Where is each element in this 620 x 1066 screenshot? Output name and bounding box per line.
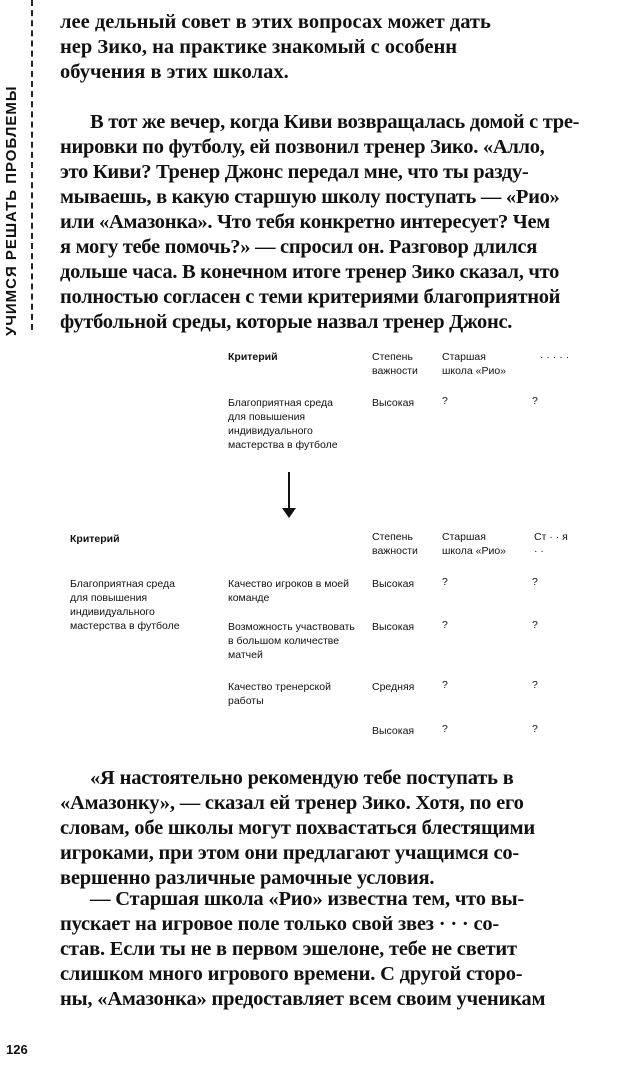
bottom-row-4-other: ?: [532, 723, 538, 735]
bottom-header-criterion: Критерий: [70, 533, 120, 545]
bottom-row-1-importance: Высокая: [372, 578, 415, 590]
bottom-row-3-sub: Качество тренерской работы: [228, 681, 331, 707]
bottom-row-4-rio: ?: [442, 723, 448, 735]
bottom-row-1-sub: Качество игроков в моей команде: [228, 578, 349, 604]
paragraph-1: [60, 10, 615, 85]
bottom-row-1-rio: ?: [442, 576, 448, 588]
top-row-rio: ?: [442, 395, 448, 407]
top-header-criterion: Критерий: [228, 351, 278, 363]
text-line: футбольной среды, которые назвал тренер Джонс.: [60, 311, 513, 333]
bottom-row-2-rio: ?: [442, 619, 448, 631]
bottom-row-4-importance: Высокая: [372, 725, 415, 737]
text-line: словам, обе школы могут похвастаться блестящими: [60, 817, 536, 839]
top-header-rio: Старшая школа «Рио»: [442, 351, 507, 377]
running-header-label: УЧИМСЯ РЕШАТЬ ПРОБЛЕМЫ: [3, 85, 20, 336]
top-row-importance: Высокая: [372, 397, 415, 409]
bottom-row-2-other: ?: [532, 619, 538, 631]
text-line: полностью согласен с теми критериями благоприятной: [60, 286, 561, 308]
top-row-other: ?: [532, 395, 538, 407]
top-header-other: · · · · ·: [540, 351, 570, 363]
bottom-header-other: Ст · · я · ·: [534, 531, 568, 557]
bottom-main-criterion: Благоприятная среда для повышения индивидуального мастерства в футболе: [70, 578, 180, 632]
text-line: вершенно различные рамочные условия.: [60, 867, 435, 889]
bottom-row-1-other: ?: [532, 576, 538, 588]
text-line: или «Амазонка». Что тебя конкретно интересует? Чем: [60, 211, 550, 233]
text-line: ны, «Амазонка» предоставляет всем своим ученикам: [60, 988, 546, 1010]
text-line: нер Зико, на практике знакомый с особенн: [60, 36, 458, 58]
paragraph-4: [60, 887, 615, 1012]
text-line: — Старшая школа «Рио» известна тем, что вы-: [90, 888, 525, 910]
text-line: став. Если ты не в первом эшелоне, тебе не светит: [60, 938, 517, 960]
text-line: пускает на игровое поле только свой звез · · · со-: [60, 913, 500, 935]
text-line: это Киви? Тренер Джонс передал мне, что ты разду-: [60, 161, 529, 183]
paragraph-2: [60, 110, 615, 335]
down-arrow-icon: [288, 472, 290, 510]
paragraph-3: [60, 766, 615, 891]
bottom-row-3-importance: Средняя: [372, 681, 415, 693]
text-line: слишком много игрового времени. С другой сторо-: [60, 963, 523, 985]
text-line: мываешь, в какую старшую школу поступать — «Рио»: [60, 186, 560, 208]
top-row-criterion: Благоприятная среда для повышения индивидуального мастерства в футболе: [228, 397, 338, 451]
text-line: нировки по футболу, ей позвонил тренер Зико. «Алло,: [60, 136, 545, 158]
top-header-importance: Степень важности: [372, 351, 418, 377]
running-header: [0, 0, 40, 340]
text-line: я могу тебе помочь?» — спросил он. Разговор длился: [60, 236, 537, 258]
text-line: «Я настоятельно рекомендую тебе поступать в: [90, 767, 514, 789]
text-line: дольше часа. В конечном итоге тренер Зико сказал, что: [60, 261, 560, 283]
text-line: обучения в этих школах.: [60, 61, 289, 83]
text-line: игроками, при этом они предлагают учащимся со-: [60, 842, 520, 864]
page-number: 126: [6, 1042, 28, 1057]
bottom-row-2-importance: Высокая: [372, 621, 415, 633]
bottom-header-rio: Старшая школа «Рио»: [442, 531, 507, 557]
bottom-header-importance: Степень важности: [372, 531, 418, 557]
text-line: лее дельный совет в этих вопросах может дать: [60, 11, 491, 33]
text-line: В тот же вечер, когда Киви возвращалась домой с тре-: [90, 111, 580, 133]
bottom-row-2-sub: Возможность участвовать в большом количестве матчей: [228, 621, 355, 661]
bottom-row-3-rio: ?: [442, 679, 448, 691]
text-line: «Амазонку», — сказал ей тренер Зико. Хотя, по его: [60, 792, 524, 814]
bottom-row-3-other: ?: [532, 679, 538, 691]
running-header-rule: [31, 0, 33, 330]
